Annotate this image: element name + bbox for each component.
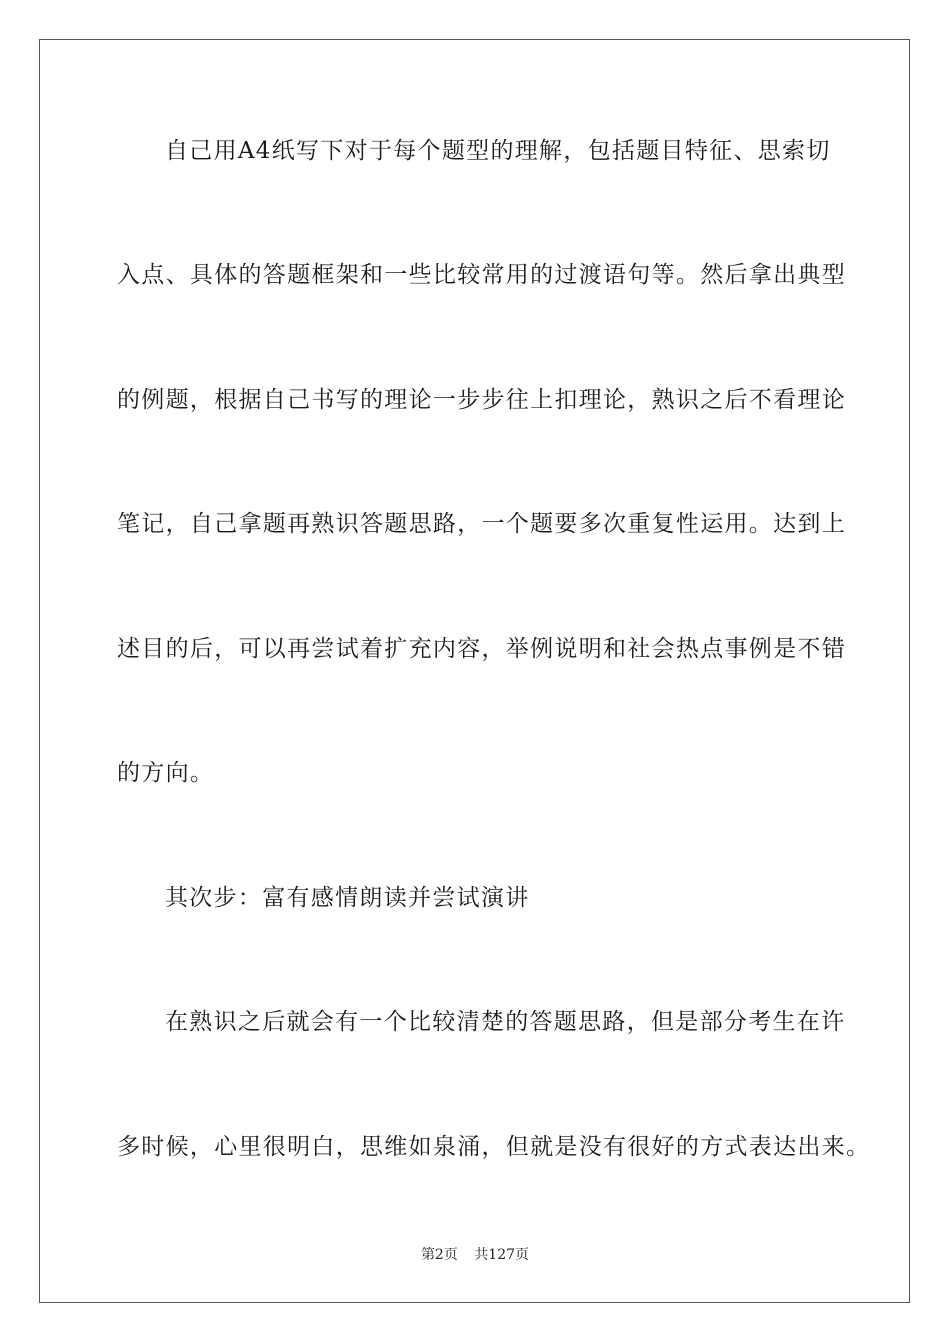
page-footer xyxy=(0,1246,950,1264)
paragraph-line: 自己用A4纸写下对于每个题型的理解，包括题目特征、思索切 xyxy=(165,138,831,164)
section-heading: 其次步：富有感情朗读并尝试演讲 xyxy=(165,885,530,911)
page-border xyxy=(39,39,910,1303)
paragraph-line: 笔记，自己拿题再熟识答题思路，一个题要多次重复性运用。达到上 xyxy=(117,511,846,537)
paragraph-line: 入点、具体的答题框架和一些比较常用的过渡语句等。然后拿出典型 xyxy=(117,262,846,288)
paragraph-line: 多时候，心里很明白，思维如泉涌，但就是没有很好的方式表达出来。 xyxy=(117,1134,871,1160)
paragraph-line: 的方向。 xyxy=(117,760,215,786)
paragraph-line: 在熟识之后就会有一个比较清楚的答题思路，但是部分考生在许 xyxy=(165,1009,846,1035)
paragraph-line: 的例题，根据自己书写的理论一步步往上扣理论，熟识之后不看理论 xyxy=(117,387,846,413)
page-total: 共127页 xyxy=(474,1247,530,1263)
page-number: 第2页 xyxy=(420,1247,458,1263)
paragraph-line: 述目的后，可以再尝试着扩充内容，举例说明和社会热点事例是不错 xyxy=(117,636,846,662)
